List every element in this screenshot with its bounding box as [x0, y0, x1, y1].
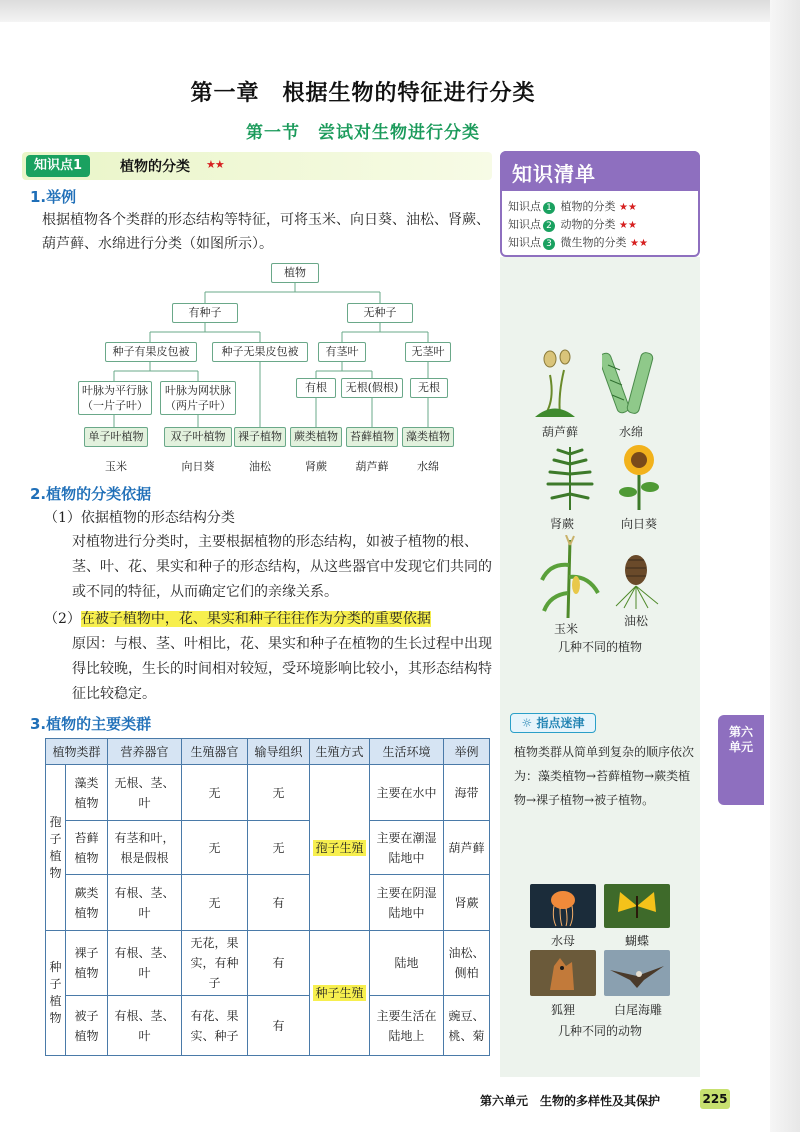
- cell-environment: 主要生活在陆地上: [370, 996, 444, 1056]
- table-row: [46, 931, 490, 996]
- tree-group-gymnosperm: 裸子植物: [234, 427, 286, 447]
- moss-illustration: [530, 345, 580, 420]
- cell-conduction: 有: [248, 931, 310, 996]
- tree-node-no-seed: 无种子: [347, 303, 413, 323]
- sunflower-illustration: [614, 442, 664, 512]
- th-reproductive: 生殖器官: [182, 739, 248, 765]
- label-pine: 油松: [623, 614, 648, 628]
- th-conduction: 输导组织: [248, 739, 310, 765]
- label-moss: 葫芦藓: [541, 425, 578, 439]
- item-label: 动物的分类: [560, 218, 616, 231]
- tree-group-dicot: 双子叶植物: [164, 427, 232, 447]
- page-number: 225: [700, 1089, 730, 1109]
- group-seed-plants: 种子植物: [46, 931, 66, 1056]
- cell-example: 油松、侧柏: [444, 931, 490, 996]
- heading-examples: 1.举例: [30, 188, 77, 206]
- examples-text: 根据植物各个类群的形态结构等特征，可将玉米、向日葵、油松、肾蕨、葫芦藓、水绵进行分类（如图所示）。: [42, 212, 490, 252]
- item-prefix: 知识点: [508, 200, 541, 213]
- importance-stars: ★★: [206, 158, 224, 171]
- cell-name: 被子植物: [66, 996, 108, 1056]
- label-fox: 狐狸: [550, 1003, 575, 1017]
- spore-reproduction-highlight: 孢子生殖: [315, 840, 364, 855]
- table-header-row: [46, 739, 490, 765]
- lightbulb-icon: ☼: [521, 716, 533, 730]
- cell-name: 藻类植物: [66, 765, 108, 821]
- tree-example-fern: 肾蕨: [305, 460, 327, 473]
- cell-reproductive: 无花，果实，有种子: [182, 931, 248, 996]
- item-number: 3: [543, 238, 555, 250]
- th-reproduction: 生殖方式: [310, 739, 370, 765]
- label-corn: 玉米: [553, 622, 578, 636]
- table-row: [46, 765, 490, 821]
- tree-node-false-root: 无根(假根): [341, 378, 403, 398]
- basis-2-text: 原因：与根、茎、叶相比，花、果实和种子在植物的生长过程中出现得比较晚，生长的时间相对较短，受环境影响比较小，其形态结构特征比较稳定。: [72, 636, 492, 702]
- item-prefix: 知识点: [508, 218, 541, 231]
- eagle-photo: [604, 950, 670, 996]
- tree-example-corn: 玉米: [105, 460, 127, 473]
- item-label: 植物的分类: [560, 200, 616, 213]
- cell-vegetative: 有茎和叶，根是假根: [108, 821, 182, 875]
- two-cotyledon-label: （两片子叶）: [165, 399, 231, 412]
- basis-2-line: [44, 607, 494, 631]
- knowledge-point-title: 植物的分类: [120, 159, 190, 175]
- cell-vegetative: 无根、茎、叶: [108, 765, 182, 821]
- cell-example: 肾蕨: [444, 875, 490, 931]
- knowledge-point-badge: 知识点1: [26, 155, 90, 177]
- cell-environment: 主要在水中: [370, 765, 444, 821]
- tree-node-no-stem-leaf: 无茎叶: [405, 342, 451, 362]
- item-label: 微生物的分类: [560, 236, 627, 249]
- cell-name: 苔藓植物: [66, 821, 108, 875]
- basis-1-title: （1）依据植物的形态结构分类: [44, 510, 235, 526]
- cell-name: 蕨类植物: [66, 875, 108, 931]
- item-prefix: 知识点: [508, 236, 541, 249]
- item-stars: ★★: [619, 220, 637, 231]
- cell-conduction: 有: [248, 875, 310, 931]
- footer-unit-title: 第六单元 生物的多样性及其保护: [480, 1094, 661, 1108]
- th-example: 举例: [444, 739, 490, 765]
- cell-reproductive: 无: [182, 765, 248, 821]
- cell-environment: 主要在潮湿陆地中: [370, 821, 444, 875]
- unit-side-tab: [718, 715, 764, 805]
- cell-vegetative: 有根、茎、叶: [108, 931, 182, 996]
- tree-group-monocot: 单子叶植物: [84, 427, 148, 447]
- jellyfish-photo: [530, 884, 596, 928]
- cell-example: 豌豆、桃、菊: [444, 996, 490, 1056]
- section-title: 第一节 尝试对生物进行分类: [246, 123, 480, 143]
- label-sunflower: 向日葵: [620, 517, 657, 531]
- item-stars: ★★: [630, 238, 648, 249]
- cell-conduction: 无: [248, 765, 310, 821]
- tree-node-has-root: 有根: [296, 378, 336, 398]
- cell-reproductive: 有花、果实、种子: [182, 996, 248, 1056]
- cell-reproductive: 无: [182, 875, 248, 931]
- cell-name: 裸子植物: [66, 931, 108, 996]
- plants-caption: 几种不同的植物: [557, 640, 642, 654]
- fern-illustration: [540, 442, 600, 512]
- basis-2-prefix: （2）: [44, 611, 81, 627]
- tree-example-spirogyra: 水绵: [417, 460, 439, 473]
- heading-main-groups: 3.植物的主要类群: [30, 715, 152, 733]
- cell-example: 海带: [444, 765, 490, 821]
- heading-classification-basis: 2.植物的分类依据: [30, 485, 152, 503]
- knowledge-list-title: 知识清单: [512, 162, 596, 186]
- th-environment: 生活环境: [370, 739, 444, 765]
- one-cotyledon-label: （一片子叶）: [82, 399, 148, 412]
- cell-seed-reproduction: [310, 931, 370, 1056]
- side-tab-line-2: 单元: [728, 740, 753, 754]
- th-group: 植物类群: [46, 739, 108, 765]
- cell-environment: 主要在阴湿陆地中: [370, 875, 444, 931]
- tree-example-moss: 葫芦藓: [355, 460, 389, 473]
- plant-groups-table: [45, 738, 490, 1056]
- tree-group-moss: 苔藓植物: [346, 427, 398, 447]
- label-fern: 肾蕨: [549, 517, 574, 531]
- item-number: 2: [543, 220, 555, 232]
- chapter-title: 第一章 根据生物的特征进行分类: [190, 81, 536, 106]
- butterfly-photo: [604, 884, 670, 928]
- label-eagle: 白尾海雕: [613, 1003, 662, 1017]
- knowledge-list-item: [508, 198, 637, 214]
- tree-node-stem-leaf: 有茎叶: [318, 342, 366, 362]
- tree-example-sunflower: 向日葵: [181, 460, 215, 473]
- item-number: 1: [543, 202, 555, 214]
- tree-node-parallel-vein: [78, 381, 152, 415]
- tip-text: 植物类群从简单到复杂的顺序依次为：藻类植物→苔藓植物→蕨类植物→裸子植物→被子植物。: [514, 745, 695, 807]
- cell-vegetative: 有根、茎、叶: [108, 875, 182, 931]
- parallel-vein-label: 叶脉为平行脉: [82, 384, 148, 397]
- table-row: [46, 821, 490, 875]
- table-row: [46, 875, 490, 931]
- cell-spore-reproduction: [310, 765, 370, 931]
- tree-node-covered-seed: 种子有果皮包被: [105, 342, 197, 362]
- tree-node-no-root: 无根: [410, 378, 448, 398]
- cell-conduction: 有: [248, 996, 310, 1056]
- table-row: [46, 996, 490, 1056]
- tip-badge: [510, 713, 596, 733]
- tree-example-pine: 油松: [249, 460, 271, 473]
- tree-node-net-vein: [160, 381, 236, 415]
- cell-environment: 陆地: [370, 931, 444, 996]
- label-butterfly: 蝴蝶: [624, 934, 649, 948]
- knowledge-list-item: [508, 234, 648, 250]
- label-spirogyra: 水绵: [618, 425, 643, 439]
- animals-caption: 几种不同的动物: [557, 1024, 642, 1038]
- th-vegetative: 营养器官: [108, 739, 182, 765]
- tree-group-algae: 藻类植物: [402, 427, 454, 447]
- corn-illustration: [540, 535, 600, 620]
- tip-badge-label: 指点迷津: [536, 716, 585, 730]
- spirogyra-illustration: [602, 350, 658, 416]
- item-stars: ★★: [619, 202, 637, 213]
- pine-illustration: [612, 550, 662, 610]
- tree-node-seed: 有种子: [172, 303, 238, 323]
- cell-conduction: 无: [248, 821, 310, 875]
- group-spore-plants: 孢子植物: [46, 765, 66, 931]
- cell-reproductive: 无: [182, 821, 248, 875]
- cell-vegetative: 有根、茎、叶: [108, 996, 182, 1056]
- tree-node-naked-seed: 种子无果皮包被: [212, 342, 308, 362]
- tree-group-fern: 蕨类植物: [290, 427, 342, 447]
- basis-2-title-highlight: 在被子植物中，花、果实和种子往往作为分类的重要依据: [80, 611, 431, 627]
- cell-example: 葫芦藓: [444, 821, 490, 875]
- basis-1-text: 对植物进行分类时，主要根据植物的形态结构，如被子植物的根、茎、叶、花、果实和种子的形态结构，从这些器官中发现它们共同的或不同的特征，从而确定它们的亲缘关系。: [72, 534, 492, 600]
- seed-reproduction-highlight: 种子生殖: [315, 986, 364, 1000]
- label-jellyfish: 水母: [550, 934, 575, 948]
- knowledge-list-item: [508, 216, 637, 232]
- net-vein-label: 叶脉为网状脉: [165, 384, 231, 397]
- side-tab-line-1: 第六: [728, 725, 753, 739]
- tree-node-plant: 植物: [271, 263, 319, 283]
- fox-photo: [530, 950, 596, 996]
